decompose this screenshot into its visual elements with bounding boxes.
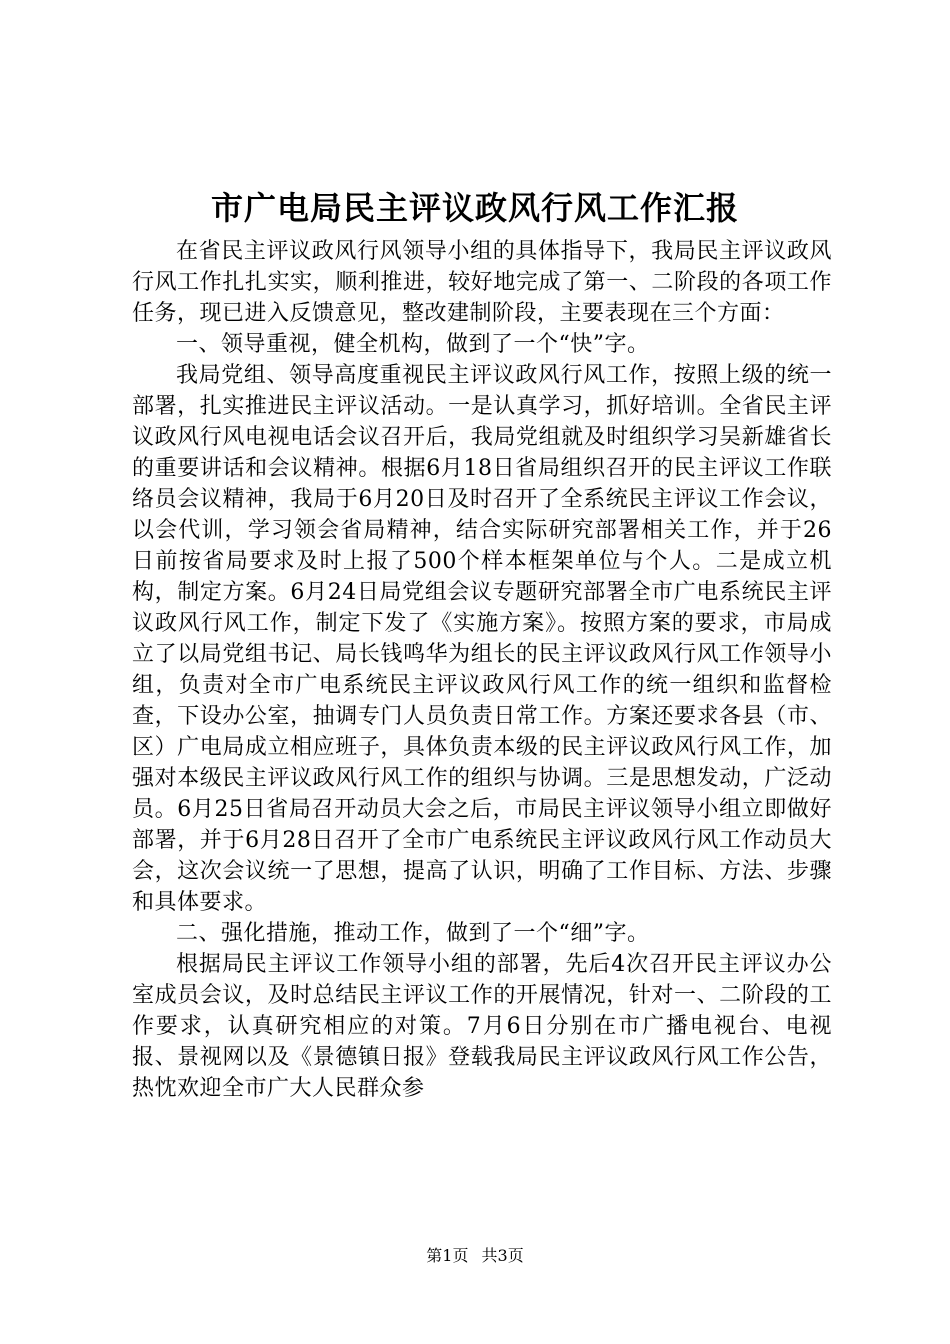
page-total: 共3页 — [481, 1246, 524, 1265]
section-2-paragraph: 根据局民主评议工作领导小组的部署，先后4次召开民主评议办公室成员会议，及时总结民主评议工作的开展情况，针对一、二阶段的工作要求，认真研究相应的对策。7月6日分别在市广播电视台、电视报、景视网以及《景德镇日报》登载我局民主评议政风行风工作公告，热忱欢迎全市广大人民群众参 — [132, 952, 832, 1101]
section-heading-2: 二、强化措施，推动工作，做到了一个“细”字。 — [176, 921, 650, 946]
page-footer — [0, 1244, 950, 1268]
section-heading-1: 一、领导重视，健全机构，做到了一个“快”字。 — [176, 332, 650, 357]
section-1-paragraph: 我局党组、领导高度重视民主评议政风行风工作，按照上级的统一部署，扎实推进民主评议活动。一是认真学习，抓好培训。全省民主评议政风行风电视电话会议召开后，我局党组就及时组织学习吴新雄省长的重要讲话和会议精神。根据6月18日省局组织召开的民主评议工作联络员会议精神，我局于6月20日及时召开了全系统民主评议工作会议，以会代训，学习领会省局精神，结合实际研究部署相关工作，并于26日前按省局要求及时上报了500个样本框架单位与个人。二是成立机构，制定方案。6月24日局党组会议专题研究部署全市广电系统民主评议政风行风工作，制定下发了《实施方案》。按照方案的要求，市局成立了以局党组书记、局长钱鸣华为组长的民主评议政风行风工作领导小组，负责对全市广电系统民主评议政风行风工作的统一组织和监督检查，下设办公室，抽调专门人员负责日常工作。方案还要求各县（市、区）广电局成立相应班子，具体负责本级的民主评议政风行风工作，加强对本级民主评议政风行风工作的组织与协调。三是思想发动，广泛动员。6月25日省局召开动员大会之后，市局民主评议领导小组立即做好部署，并于6月28日召开了全市广电系统民主评议政风行风工作动员大会，这次会议统一了思想，提高了认识，明确了工作目标、方法、步骤和具体要求。 — [132, 363, 832, 915]
page-number: 第1页 — [426, 1246, 469, 1265]
intro-paragraph: 在省民主评议政风行风领导小组的具体指导下，我局民主评议政风行风工作扎扎实实，顺利推进，较好地完成了第一、二阶段的各项工作任务，现已进入反馈意见，整改建制阶段，主要表现在三个方面： — [132, 239, 832, 326]
document-body — [132, 236, 832, 1104]
document-title: 市广电局民主评议政风行风工作汇报 — [210, 189, 739, 227]
